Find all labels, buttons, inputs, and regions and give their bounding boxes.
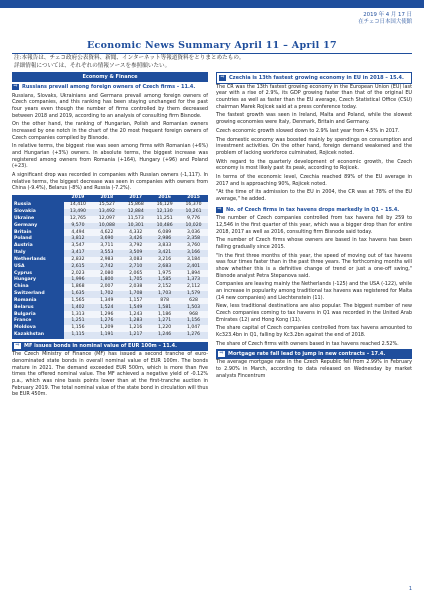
left-column: [12, 72, 208, 400]
arrow-right-icon: ⇨: [220, 74, 225, 80]
article-body-mortgage: [216, 359, 412, 379]
value-cell: 1,276: [92, 318, 121, 325]
value-cell: 1,549: [121, 304, 150, 311]
paragraph: With regard to the quarterly development of economic growth, the Czech economy is most likely past its peak, according to Rojicek.: [216, 158, 412, 172]
article-heading-text: Russians prevail among foreign owners of Czech firms – 11.4.: [22, 83, 196, 90]
table-row: [12, 291, 208, 298]
document-date-block: [358, 12, 412, 27]
value-cell: 12,884: [121, 209, 150, 216]
value-cell: 13,490: [64, 209, 93, 216]
table-row: [12, 318, 208, 325]
page-title: Economic News Summary April 11 – April 17: [87, 40, 337, 51]
paragraph: On the other hand, the ranking of Hungarian, Polish and Romanian owners increased by one notch in the chart of the 20 most frequent foreign owners of Czech companies compiled by Bisnode.: [12, 121, 208, 141]
paragraph: Russians, Slovaks, Ukrainians and Germans prevail among foreign owners of Czech companies, and this ranking has been staying unchanged for the past four years even though the number of firms controlled by them decreased between 2018 and 2019, according to an analysis of consulting firm Bisnode.: [12, 92, 208, 119]
value-cell: 1,217: [121, 332, 150, 339]
value-cell: 1,705: [121, 277, 150, 284]
value-cell: 4,494: [64, 229, 93, 236]
paragraph: "In the first three months of this year, the speed of moving out of tax havens was four times faster than in the past three years. The forthcoming months will show whether this is a definitive change of trend or just a one-off swing," Bisnode analyst Petra Stepanova said.: [216, 252, 412, 279]
value-cell: 3,216: [150, 257, 179, 264]
value-cell: 14,410: [64, 202, 93, 209]
document-date: 2019 年 4 月 17 日: [363, 12, 412, 18]
table-header-cell: 2015: [179, 195, 208, 202]
value-cell: 3,792: [121, 243, 150, 250]
table-row: [12, 284, 208, 291]
value-cell: 9,776: [179, 216, 208, 223]
paragraph: Companies are leaving mainly the Netherlands (-125) and the USA (-122), while an increase in popularity among traditional tax havens was registered for Malta (14 new companies) and Liechtenstein (11).: [216, 281, 412, 301]
article-body-mf-bonds: [12, 351, 208, 398]
value-cell: 1,975: [150, 270, 179, 277]
value-cell: 1,894: [179, 270, 208, 277]
notice-block: [14, 55, 314, 70]
paragraph: In terms of the economic level, Czechia reached 89% of the EU average in 2017 and is approaching 90%, Rojicek noted.: [216, 173, 412, 187]
value-cell: 1,579: [179, 291, 208, 298]
value-cell: 3,760: [179, 243, 208, 250]
country-cell: Austria: [12, 243, 64, 250]
paragraph: The fastest growth was seen in Ireland, Malta and Poland, while the slowest growing economies were Italy, Denmark, Britain and Germany.: [216, 112, 412, 126]
value-cell: 12,130: [150, 209, 179, 216]
value-cell: 1,209: [92, 325, 121, 332]
article-heading-tax-havens: [216, 205, 412, 216]
value-cell: 3,509: [121, 250, 150, 257]
value-cell: 3,690: [92, 236, 121, 243]
country-cell: Belarus: [12, 304, 64, 311]
country-cell: Moldova: [12, 325, 64, 332]
section-header-economy-finance: Economy & Finance: [12, 72, 208, 82]
notice-line-1: 注:本報告は、チェコ政府公表資料、新聞、インターネット等報道資料をとりまとめたもの。: [14, 55, 245, 61]
value-cell: 1,115: [64, 332, 93, 339]
value-cell: 2,358: [179, 236, 208, 243]
value-cell: 11,573: [121, 216, 150, 223]
value-cell: 1,251: [64, 318, 93, 325]
value-cell: 1,585: [150, 277, 179, 284]
value-cell: 12,765: [64, 216, 93, 223]
value-cell: 1,373: [179, 277, 208, 284]
country-cell: Russia: [12, 202, 64, 209]
arrow-right-icon: ⇨: [13, 83, 18, 89]
value-cell: 1,186: [150, 311, 179, 318]
title-divider: [12, 53, 412, 54]
paragraph: The CR was the 13th fastest growing economy in the European Union (EU) last year with a rise of 2.9%, its GDP growing faster than that of the original EU countries as well as faster than the EU average, Czech Statistical Office (CSU) chairman Marek Rojicek said at a press conference today.: [216, 83, 412, 110]
value-cell: 1,276: [179, 332, 208, 339]
article-heading-mortgage: [216, 349, 412, 359]
value-cell: 1,402: [64, 304, 93, 311]
value-cell: 1,702: [92, 291, 121, 298]
value-cell: 1,156: [179, 318, 208, 325]
value-cell: 1,271: [150, 318, 179, 325]
country-cell: Cyprus: [12, 270, 64, 277]
value-cell: 2,710: [121, 263, 150, 270]
table-row: [12, 209, 208, 216]
value-cell: 9,570: [64, 223, 93, 230]
value-cell: 1,313: [64, 311, 93, 318]
paragraph: The domestic economy was boosted mainly by spendings on consumption and investment activities. On the other hand, foreign demand weakened and the problem of lacking workforce culminated, Rojicek noted.: [216, 136, 412, 156]
value-cell: 1,800: [92, 277, 121, 284]
paragraph: "At the time of its admission to the EU in 2004, the CR was at 78% of the EU average," he added.: [216, 189, 412, 202]
value-cell: 1,216: [121, 325, 150, 332]
paragraph: The share of Czech firms with owners based in tax havens reached 2.52%.: [216, 340, 399, 347]
value-cell: 3,711: [92, 243, 121, 250]
country-cell: Italy: [12, 250, 64, 257]
table-row: [12, 325, 208, 332]
value-cell: 10,486: [150, 223, 179, 230]
country-cell: Romania: [12, 298, 64, 305]
article-heading-text: MF issues bonds in nominal value of EUR 100m – 11.4.: [24, 343, 177, 350]
value-cell: 1,296: [92, 311, 121, 318]
value-cell: 3,547: [64, 243, 93, 250]
value-cell: 2,023: [64, 270, 93, 277]
country-cell: Netherlands: [12, 257, 64, 264]
value-cell: 10,020: [179, 223, 208, 230]
value-cell: 1,524: [92, 304, 121, 311]
table-header-row: [12, 195, 208, 202]
paragraph: The share capital of Czech companies controlled from tax havens amounted to Kc323.4bn in Q1, falling by Kc3.2bn against the end of 2018.: [216, 325, 412, 339]
table-row: [12, 263, 208, 270]
notice-line-2: 詳細情報については、それぞれの情報ソースを参照願いたい。: [14, 62, 171, 69]
value-cell: 628: [179, 298, 208, 305]
value-cell: 1,157: [121, 298, 150, 305]
country-cell: Germany: [12, 223, 64, 230]
value-cell: 4,332: [121, 229, 150, 236]
value-cell: 3,166: [179, 250, 208, 257]
arrow-right-icon: ⇨: [217, 206, 222, 212]
table-row: [12, 243, 208, 250]
value-cell: 1,191: [92, 332, 121, 339]
country-cell: China: [12, 284, 64, 291]
table-header-cell: 2018: [92, 195, 121, 202]
table-row: [12, 236, 208, 243]
table-row: [12, 202, 208, 209]
right-column: [216, 72, 412, 381]
country-cell: USA: [12, 263, 64, 270]
article-heading-eu-growth: [216, 72, 412, 84]
value-cell: 878: [150, 298, 179, 305]
article-body-tax-havens: [216, 215, 412, 347]
value-cell: 1,283: [121, 318, 150, 325]
article-heading-text: No. of Czech firms in tax havens drops markedly in Q1 – 15.4.: [226, 206, 400, 213]
value-cell: 10,301: [121, 223, 150, 230]
value-cell: 1,868: [64, 284, 93, 291]
value-cell: 2,986: [150, 236, 179, 243]
table-header-cell: 2017: [121, 195, 150, 202]
paragraph: The number of Czech companies controlled from tax havens fell by 259 to 12,546 in the first quarter of this year, which was a bigger drop than for entire 2018, 2017 as well as 2016, consulting firm Bisnode said today.: [216, 215, 412, 235]
value-cell: 3,553: [92, 250, 121, 257]
paragraph: In relative terms, the biggest rise was seen among firms with Romanian (+6%) and Hungarian (+3%) owners. In absolute terms, the biggest increase was registered among owners from Romania (+164), Hungary (+96) and Poland (+23).: [12, 143, 208, 170]
value-cell: 3,417: [64, 250, 93, 257]
article-heading-russians: [12, 82, 208, 93]
table-header-cell: 2016: [150, 195, 179, 202]
value-cell: 1,565: [64, 298, 93, 305]
value-cell: 2,112: [179, 284, 208, 291]
value-cell: 1,349: [92, 298, 121, 305]
country-cell: Slovakia: [12, 209, 64, 216]
value-cell: 3,426: [121, 236, 150, 243]
value-cell: 4,622: [92, 229, 121, 236]
value-cell: 1,047: [179, 325, 208, 332]
value-cell: 1,156: [64, 325, 93, 332]
value-cell: 1,703: [150, 291, 179, 298]
value-cell: 12,097: [92, 216, 121, 223]
value-cell: 2,615: [64, 263, 93, 270]
value-cell: 3,812: [64, 236, 93, 243]
country-cell: Ukraine: [12, 216, 64, 223]
value-cell: 1,243: [121, 311, 150, 318]
table-header-cell: [12, 195, 64, 202]
value-cell: 10,261: [179, 209, 208, 216]
table-row: [12, 298, 208, 305]
article-body-russians: [12, 93, 208, 192]
value-cell: 2,038: [121, 284, 150, 291]
paragraph: A significant drop was recorded in companies with Russian owners (-1,117). In relative terms, the biggest decrease was seen in companies with owners from China (-9.4%), Belarus (-8%) and Russia (-7.2%).: [12, 171, 208, 192]
value-cell: 3,083: [121, 257, 150, 264]
table-row: [12, 257, 208, 264]
value-cell: 6,089: [150, 229, 179, 236]
value-cell: 16,129: [150, 202, 179, 209]
article-heading-mf-bonds: [12, 342, 208, 352]
country-cell: Bulgaria: [12, 311, 64, 318]
value-cell: 3,421: [150, 250, 179, 257]
country-cell: Britain: [12, 229, 64, 236]
value-cell: 2,065: [121, 270, 150, 277]
value-cell: 1,635: [64, 291, 93, 298]
table-row: [12, 250, 208, 257]
paragraph: The Czech Ministry of Finance (MF) has issued a second tranche of euro-denominated state bonds in overall nominal value of EUR 100m. The bonds mature in 2021. The demand exceeded EUR 500m, which is more than five times the offered nominal value. The MF achieved a negative yield of -0.12% p.a., which was nine basis points lower than at the first-tranche auction in February 2019. The total nominal value of the state bond in circulation will thus be EUR 450m.: [12, 351, 208, 398]
article-heading-text: Mortgage rate fall lead to jump in new contracts – 17.4.: [228, 350, 386, 357]
value-cell: 2,683: [150, 263, 179, 270]
country-cell: Hungary: [12, 277, 64, 284]
value-cell: 968: [179, 311, 208, 318]
article-heading-text: Czechia is 13th fastest growing economy in EU in 2018 – 15.4.: [229, 74, 404, 81]
value-cell: 2,007: [92, 284, 121, 291]
table-row: [12, 223, 208, 230]
value-cell: 1,503: [179, 304, 208, 311]
value-cell: 1,246: [150, 332, 179, 339]
value-cell: 2,152: [150, 284, 179, 291]
value-cell: 3,036: [179, 229, 208, 236]
value-cell: 13,492: [92, 209, 121, 216]
value-cell: 15,527: [92, 202, 121, 209]
table-row: [12, 277, 208, 284]
value-cell: 15,868: [121, 202, 150, 209]
paragraph: The average mortgage rate in the Czech Republic fell from 2.99% in February to 2.90% in March, according to data released on Wednesday by market analysts Fincentrum: [216, 359, 412, 379]
value-cell: 3,833: [150, 243, 179, 250]
country-cell: Poland: [12, 236, 64, 243]
country-cell: Kazakhstan: [12, 332, 64, 339]
top-color-bar: [0, 0, 424, 8]
country-cell: France: [12, 318, 64, 325]
paragraph: Czech economic growth slowed down to 2.9% last year from 4.5% in 2017.: [216, 127, 400, 134]
value-cell: 2,832: [64, 257, 93, 264]
table-body: [12, 202, 208, 339]
value-cell: 2,983: [92, 257, 121, 264]
value-cell: 16,370: [179, 202, 208, 209]
table-header-cell: 2019: [64, 195, 93, 202]
value-cell: 11,251: [150, 216, 179, 223]
value-cell: 1,996: [64, 277, 93, 284]
page-number: 1: [408, 586, 412, 592]
value-cell: 1,708: [121, 291, 150, 298]
value-cell: 1,581: [150, 304, 179, 311]
value-cell: 1,220: [150, 325, 179, 332]
country-cell: Switzerland: [12, 291, 64, 298]
arrow-right-icon: ⇨: [219, 350, 224, 356]
arrow-right-icon: ⇨: [15, 343, 20, 349]
value-cell: 3,184: [179, 257, 208, 264]
value-cell: 10,088: [92, 223, 121, 230]
value-cell: 2,742: [92, 263, 121, 270]
article-body-eu-growth: [216, 84, 412, 203]
table-row: [12, 216, 208, 223]
paragraph: New, less traditional destinations are also popular. The biggest number of new Czech companies coming to tax havens in Q1 was recorded in the United Arab Emirates (12) and Hong Kong (11).: [216, 303, 412, 323]
paragraph: The number of Czech firms whose owners are based in tax havens has been falling gradually since 2015.: [216, 237, 412, 251]
value-cell: 2,080: [92, 270, 121, 277]
foreign-owners-table: [12, 195, 208, 339]
table-row: [12, 304, 208, 311]
embassy-name: 在チェコ日本国大使館: [358, 19, 412, 26]
table-row: [12, 332, 208, 339]
value-cell: 2,401: [179, 263, 208, 270]
